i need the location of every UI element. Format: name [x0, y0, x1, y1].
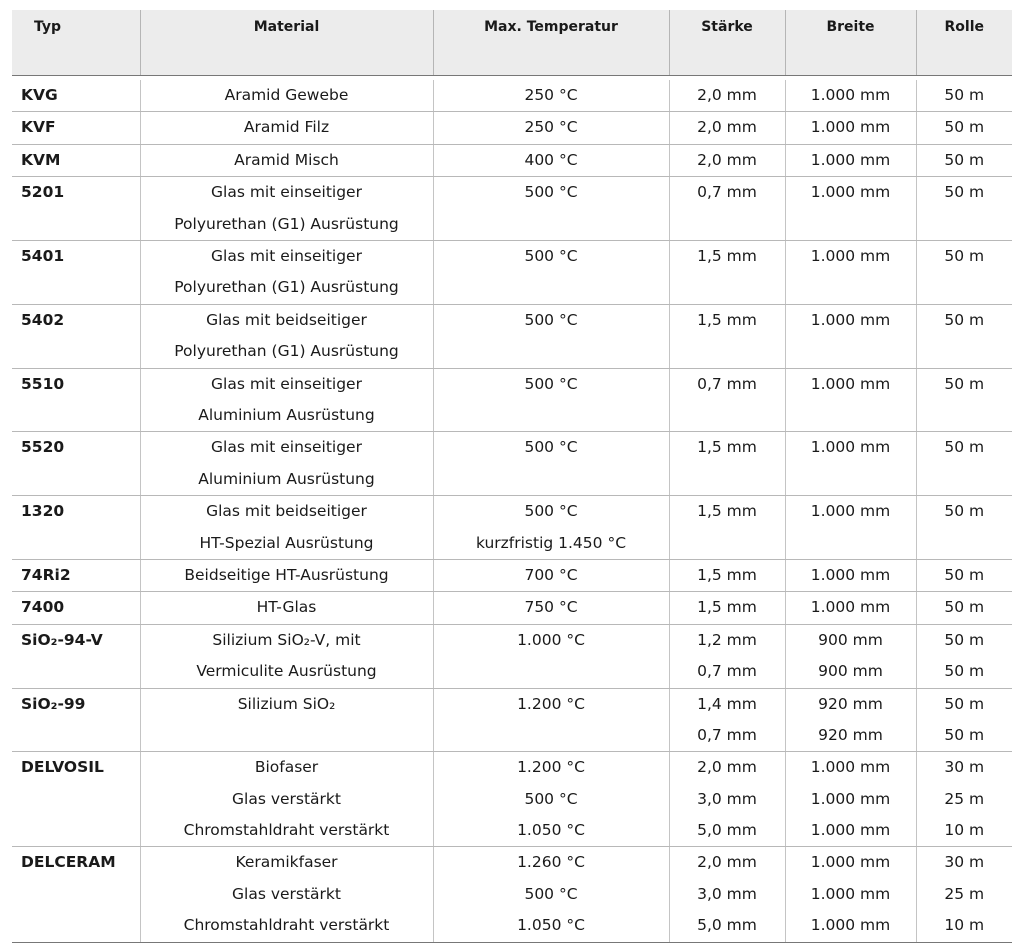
roll-cell-line: 10 m [944, 916, 985, 935]
roll-cell [916, 592, 1012, 624]
thickness-cell-line: 1,5 mm [697, 565, 757, 584]
roll-cell [916, 624, 1012, 688]
header-rolle: Rolle [916, 10, 1012, 76]
table-row [12, 112, 1012, 144]
temperature-cell [433, 624, 669, 688]
width-cell [785, 688, 916, 752]
width-cell [785, 241, 916, 305]
thickness-cell-line: 3,0 mm [697, 789, 757, 808]
material-cell-line: Glas mit einseitiger [211, 247, 362, 265]
product-table [12, 10, 1012, 943]
roll-cell-line: 25 m [944, 789, 985, 808]
table-row [12, 368, 1012, 432]
material-cell-line: Glas verstärkt [232, 884, 341, 903]
temperature-cell-line: kurzfristig 1.450 °C [475, 533, 627, 552]
thickness-cell [669, 752, 785, 847]
width-cell [785, 624, 916, 688]
roll-cell-line: 50 m [944, 598, 985, 617]
table-row [12, 847, 1012, 942]
material-cell-line: Keramikfaser [235, 853, 338, 872]
width-cell [785, 847, 916, 942]
temperature-cell [433, 432, 669, 496]
width-cell-line: 920 mm [818, 725, 883, 744]
thickness-cell [669, 368, 785, 432]
typ-cell: 5520 [12, 432, 140, 496]
material-cell-line: Aluminium Ausrüstung [198, 405, 375, 424]
width-cell [785, 304, 916, 368]
temperature-cell [433, 80, 669, 112]
material-cell-line: Glas mit einseitiger [211, 438, 362, 457]
temperature-cell-line: 250 °C [524, 86, 578, 104]
temperature-cell [433, 144, 669, 176]
thickness-cell-line: 1,5 mm [697, 247, 757, 265]
temperature-cell [433, 847, 669, 942]
thickness-cell [669, 112, 785, 144]
width-cell-line: 1.000 mm [810, 916, 891, 935]
table-row [12, 752, 1012, 847]
roll-cell-line: 50 m [944, 662, 985, 681]
typ-cell: 74Ri2 [12, 559, 140, 591]
roll-cell [916, 112, 1012, 144]
material-cell [140, 432, 433, 496]
roll-cell-line: 50 m [944, 502, 985, 521]
material-cell [140, 592, 433, 624]
material-cell-line: Glas verstärkt [232, 789, 341, 808]
material-cell-line: Aramid Gewebe [224, 86, 349, 104]
thickness-cell-line: 1,5 mm [697, 310, 757, 329]
roll-cell-line: 50 m [944, 438, 985, 457]
material-cell-line: Glas mit beidseitiger [206, 310, 367, 329]
width-cell-line: 1.000 mm [810, 150, 891, 169]
typ-cell: SiO₂-94-V [12, 624, 140, 688]
thickness-cell-line: 0,7 mm [697, 183, 757, 202]
width-cell-line: 1.000 mm [810, 86, 891, 104]
header-staerke: Stärke [669, 10, 785, 76]
thickness-cell-line: 1,4 mm [697, 694, 757, 713]
thickness-cell [669, 80, 785, 112]
thickness-cell-line: 0,7 mm [697, 725, 757, 744]
temperature-cell-line: 1.050 °C [517, 821, 585, 840]
typ-cell: 7400 [12, 592, 140, 624]
width-cell-line: 920 mm [818, 694, 883, 713]
roll-cell [916, 80, 1012, 112]
width-cell-line: 1.000 mm [810, 758, 891, 777]
thickness-cell [669, 847, 785, 942]
material-cell [140, 847, 433, 942]
roll-cell-line: 30 m [944, 853, 985, 872]
temperature-cell [433, 112, 669, 144]
width-cell-line: 1.000 mm [810, 821, 891, 840]
temperature-cell [433, 241, 669, 305]
temperature-cell-line: 700 °C [524, 565, 578, 584]
table-row [12, 304, 1012, 368]
table-row [12, 688, 1012, 752]
material-cell [140, 241, 433, 305]
roll-cell-line: 50 m [944, 565, 985, 584]
material-cell [140, 496, 433, 560]
table-body [12, 76, 1012, 943]
width-cell [785, 559, 916, 591]
width-cell-line: 1.000 mm [810, 789, 891, 808]
width-cell-line: 1.000 mm [810, 310, 891, 329]
roll-cell [916, 496, 1012, 560]
temperature-cell-line: 500 °C [524, 502, 578, 521]
width-cell-line: 1.000 mm [810, 502, 891, 521]
roll-cell-line: 50 m [944, 247, 985, 265]
thickness-cell-line: 2,0 mm [697, 118, 757, 137]
typ-cell: KVM [12, 144, 140, 176]
material-cell-line: HT-Spezial Ausrüstung [199, 533, 374, 552]
width-cell [785, 752, 916, 847]
roll-cell-line: 50 m [944, 374, 985, 393]
roll-cell-line: 50 m [944, 86, 985, 104]
typ-cell: KVF [12, 112, 140, 144]
material-cell-line: Silizium SiO₂ [237, 694, 336, 713]
width-cell [785, 368, 916, 432]
material-cell-line: Chromstahldraht verstärkt [183, 916, 390, 935]
roll-cell [916, 177, 1012, 241]
temperature-cell-line: 500 °C [524, 789, 578, 808]
width-cell-line: 1.000 mm [810, 374, 891, 393]
thickness-cell-line: 1,5 mm [697, 598, 757, 617]
typ-cell: DELCERAM [12, 847, 140, 942]
temperature-cell [433, 592, 669, 624]
width-cell [785, 432, 916, 496]
width-cell [785, 177, 916, 241]
width-cell-line: 1.000 mm [810, 598, 891, 617]
material-cell [140, 688, 433, 752]
material-cell-line: Beidseitige HT-Ausrüstung [184, 565, 389, 584]
temperature-cell [433, 752, 669, 847]
width-cell [785, 80, 916, 112]
material-cell [140, 304, 433, 368]
temperature-cell [433, 688, 669, 752]
material-cell-line: Glas mit einseitiger [211, 183, 362, 202]
typ-cell: DELVOSIL [12, 752, 140, 847]
product-table-container [12, 10, 1012, 943]
width-cell-line: 900 mm [818, 630, 883, 649]
material-cell-line: Aramid Filz [243, 118, 330, 137]
material-cell-line: Glas mit einseitiger [211, 374, 362, 393]
temperature-cell [433, 177, 669, 241]
thickness-cell-line: 1,5 mm [697, 502, 757, 521]
roll-cell [916, 752, 1012, 847]
thickness-cell-line: 5,0 mm [697, 821, 757, 840]
material-cell-line: Vermiculite Ausrüstung [196, 662, 377, 681]
thickness-cell [669, 432, 785, 496]
material-cell-line: HT-Glas [256, 598, 317, 617]
roll-cell-line: 30 m [944, 758, 985, 777]
roll-cell-line: 50 m [944, 183, 985, 202]
temperature-cell-line: 1.050 °C [517, 916, 585, 935]
roll-cell [916, 847, 1012, 942]
roll-cell [916, 688, 1012, 752]
typ-cell: KVG [12, 80, 140, 112]
header-breite: Breite [785, 10, 916, 76]
temperature-cell-line: 500 °C [524, 183, 578, 202]
temperature-cell-line: 500 °C [524, 310, 578, 329]
thickness-cell [669, 177, 785, 241]
temperature-cell-line: 500 °C [524, 374, 578, 393]
table-row [12, 80, 1012, 112]
roll-cell-line: 10 m [944, 821, 985, 840]
material-cell [140, 112, 433, 144]
width-cell-line: 900 mm [818, 662, 883, 681]
thickness-cell-line: 2,0 mm [697, 150, 757, 169]
thickness-cell [669, 496, 785, 560]
thickness-cell-line: 5,0 mm [697, 916, 757, 935]
material-cell [140, 624, 433, 688]
table-row [12, 496, 1012, 560]
temperature-cell [433, 368, 669, 432]
material-cell [140, 559, 433, 591]
thickness-cell-line: 2,0 mm [697, 758, 757, 777]
roll-cell [916, 559, 1012, 591]
typ-cell: 1320 [12, 496, 140, 560]
width-cell [785, 592, 916, 624]
material-cell [140, 177, 433, 241]
thickness-cell-line: 2,0 mm [697, 86, 757, 104]
table-row [12, 177, 1012, 241]
roll-cell [916, 368, 1012, 432]
table-row [12, 432, 1012, 496]
table-row [12, 559, 1012, 591]
roll-cell-line: 50 m [944, 150, 985, 169]
width-cell-line: 1.000 mm [810, 853, 891, 872]
width-cell [785, 144, 916, 176]
material-cell [140, 144, 433, 176]
thickness-cell-line: 0,7 mm [697, 374, 757, 393]
material-cell-line: Polyurethan (G1) Ausrüstung [174, 342, 399, 361]
thickness-cell-line: 2,0 mm [697, 853, 757, 872]
header-max-temperatur: Max. Temperatur [433, 10, 669, 76]
width-cell [785, 496, 916, 560]
thickness-cell [669, 241, 785, 305]
roll-cell [916, 144, 1012, 176]
width-cell-line: 1.000 mm [810, 247, 891, 265]
temperature-cell-line: 1.000 °C [517, 630, 585, 649]
temperature-cell-line: 1.200 °C [517, 694, 585, 713]
roll-cell-line: 50 m [944, 118, 985, 137]
material-cell-line: Chromstahldraht verstärkt [183, 821, 390, 840]
material-cell-line: Polyurethan (G1) Ausrüstung [174, 278, 399, 297]
thickness-cell [669, 624, 785, 688]
thickness-cell-line: 1,5 mm [697, 438, 757, 457]
table-header [12, 10, 1012, 76]
table-row [12, 241, 1012, 305]
material-cell [140, 368, 433, 432]
temperature-cell [433, 559, 669, 591]
header-material: Material [140, 10, 433, 76]
material-cell [140, 80, 433, 112]
temperature-cell-line: 1.200 °C [517, 758, 585, 777]
thickness-cell [669, 144, 785, 176]
material-cell-line: Biofaser [254, 758, 319, 777]
material-cell-line: Polyurethan (G1) Ausrüstung [174, 214, 399, 233]
table-row [12, 624, 1012, 688]
thickness-cell-line: 1,2 mm [697, 630, 757, 649]
roll-cell-line: 50 m [944, 630, 985, 649]
thickness-cell [669, 688, 785, 752]
temperature-cell [433, 304, 669, 368]
temperature-cell-line: 1.260 °C [517, 853, 585, 872]
thickness-cell [669, 304, 785, 368]
header-typ: Typ [12, 10, 140, 76]
roll-cell-line: 50 m [944, 310, 985, 329]
width-cell-line: 1.000 mm [810, 183, 891, 202]
thickness-cell-line: 3,0 mm [697, 884, 757, 903]
typ-cell: 5401 [12, 241, 140, 305]
material-cell-line: Aluminium Ausrüstung [198, 469, 375, 488]
typ-cell: SiO₂-99 [12, 688, 140, 752]
roll-cell [916, 241, 1012, 305]
thickness-cell [669, 559, 785, 591]
header-row [12, 10, 1012, 76]
thickness-cell [669, 592, 785, 624]
typ-cell: 5510 [12, 368, 140, 432]
width-cell [785, 112, 916, 144]
width-cell-line: 1.000 mm [810, 884, 891, 903]
thickness-cell-line: 0,7 mm [697, 662, 757, 681]
material-cell [140, 752, 433, 847]
roll-cell-line: 25 m [944, 884, 985, 903]
roll-cell-line: 50 m [944, 694, 985, 713]
typ-cell: 5402 [12, 304, 140, 368]
temperature-cell-line: 750 °C [524, 598, 578, 617]
temperature-cell-line: 500 °C [524, 884, 578, 903]
roll-cell [916, 304, 1012, 368]
typ-cell: 5201 [12, 177, 140, 241]
temperature-cell-line: 400 °C [524, 150, 578, 169]
roll-cell [916, 432, 1012, 496]
roll-cell-line: 50 m [944, 725, 985, 744]
temperature-cell-line: 500 °C [524, 438, 578, 457]
width-cell-line: 1.000 mm [810, 565, 891, 584]
table-row [12, 592, 1012, 624]
temperature-cell [433, 496, 669, 560]
width-cell-line: 1.000 mm [810, 118, 891, 137]
temperature-cell-line: 500 °C [524, 247, 578, 265]
temperature-cell-line: 250 °C [524, 118, 578, 137]
material-cell-line: Aramid Misch [234, 150, 339, 169]
width-cell-line: 1.000 mm [810, 438, 891, 457]
table-row [12, 144, 1012, 176]
material-cell-line: Silizium SiO₂-V, mit [212, 630, 361, 649]
material-cell-line: Glas mit beidseitiger [206, 502, 367, 521]
